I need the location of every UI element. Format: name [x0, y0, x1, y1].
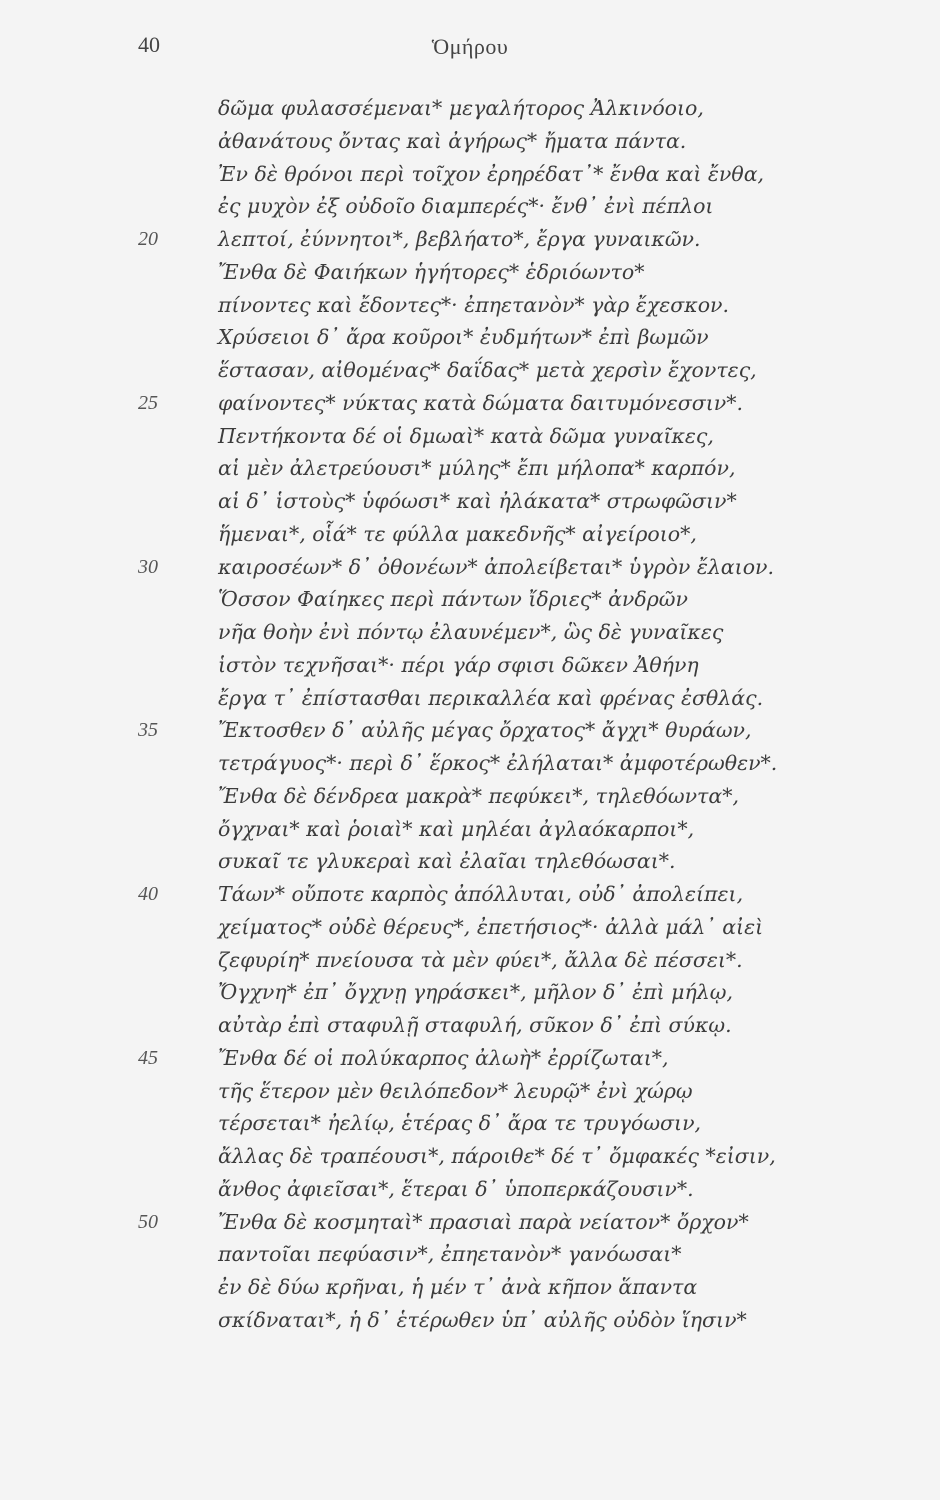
verse-line	[218, 1107, 858, 1140]
running-head: Ὁμήρου	[431, 34, 509, 59]
verse-line	[218, 1271, 858, 1304]
verse-line	[218, 1140, 858, 1173]
verse-line	[138, 1206, 858, 1239]
verse-text: Ἔνθα δέ οἱ πολύκαρπος ἀλωὴ* ἐρρίζωται*,	[218, 1045, 669, 1070]
line-number: 35	[138, 719, 158, 742]
verse-text: παντοῖαι πεφύασιν*, ἐπηετανὸν* γανόωσαι*	[218, 1242, 682, 1267]
verse-line	[218, 649, 858, 682]
verse-line	[218, 1009, 858, 1042]
verse-line	[218, 289, 858, 322]
verse-line	[218, 1304, 858, 1337]
verse-line	[218, 944, 858, 977]
verse-line	[218, 256, 858, 289]
verse-line	[218, 158, 858, 191]
verse-text: χείματος* οὐδὲ θέρευς*, ἐπετήσιος*· ἀλλὰ μάλ᾽ αἰεὶ	[218, 914, 764, 939]
line-number: 30	[138, 555, 158, 578]
verse-text: Ὅσσον Φαίηκες περὶ πάντων ἴδριες* ἀνδρῶν	[218, 587, 688, 612]
verse-text: Ἐν δὲ θρόνοι περὶ τοῖχον ἐρηρέδατ᾽* ἔνθα καὶ ἔνθα,	[218, 161, 765, 186]
page-number: 40	[138, 32, 160, 57]
verse-line	[138, 223, 858, 256]
verse-text: Ἔνθα δὲ κοσμηταὶ* πρασιαὶ παρὰ νείατον* ὄρχον*	[218, 1209, 749, 1234]
verse-line	[218, 845, 858, 878]
verse-text: πίνοντες καὶ ἔδοντες*· ἐπηετανὸν* γὰρ ἔχεσκον.	[218, 292, 730, 317]
line-number: 40	[138, 883, 158, 905]
verse-line	[218, 518, 858, 551]
verse-text: σκίδναται*, ἡ δ᾽ ἑτέρωθεν ὑπ᾽ αὐλῆς οὐδὸν ἵησιν*	[218, 1307, 747, 1332]
line-number: 25	[138, 391, 158, 414]
verse-text: ἱστὸν τεχνῆσαι*· πέρι γάρ σφισι δῶκεν Ἀθήνη	[218, 652, 699, 677]
verse-text: ἄλλας δὲ τραπέουσι*, πάροιθε* δέ τ᾽ ὄμφακές *εἰσιν,	[218, 1144, 776, 1168]
verse-line	[218, 125, 858, 158]
verse-line	[218, 682, 858, 715]
verse-line	[218, 813, 858, 846]
verse-text: Ὄγχνη* ἐπ᾽ ὄγχνῃ γηράσκει*, μῆλον δ᾽ ἐπὶ μήλῳ,	[218, 980, 733, 1005]
verse-line	[218, 190, 858, 223]
verse-text: ἀθανάτους ὄντας καὶ ἀγήρως* ἤματα πάντα.	[218, 128, 687, 153]
verse-text: Χρύσειοι δ᾽ ἄρα κοῦροι* ἐυδμήτων* ἐπὶ βωμῶν	[218, 325, 709, 350]
verse-line	[218, 780, 858, 813]
verse-text: Ἔνθα δὲ δένδρεα μακρὰ* πεφύκει*, τηλεθόωντα*,	[218, 783, 740, 808]
verse-line	[218, 452, 858, 485]
verse-text: δῶμα φυλασσέμεναι* μεγαλήτορος Ἀλκινόοιο,	[218, 96, 704, 120]
verse-line	[218, 1173, 858, 1206]
verse-text: ἕστασαν, αἰθομένας* δαΐδας* μετὰ χερσὶν ἔχοντες,	[218, 358, 757, 382]
verse-line	[218, 420, 858, 453]
verse-line	[138, 878, 858, 911]
verse-text: ζεφυρίη* πνείουσα τὰ μὲν φύει*, ἄλλα δὲ πέσσει*.	[218, 947, 743, 972]
verse-text: Τάων* οὔποτε καρπὸς ἀπόλλυται, οὐδ᾽ ἀπολείπει,	[218, 882, 744, 906]
line-number: 45	[138, 1046, 158, 1069]
verse-text: καιροσέων* δ᾽ ὀθονέων* ἀπολείβεται* ὑγρὸν ἔλαιον.	[218, 554, 775, 579]
verse-line	[218, 911, 858, 944]
line-number: 20	[138, 228, 158, 250]
verse-text: Πεντήκοντα δέ οἱ δμωαὶ* κατὰ δῶμα γυναῖκες,	[218, 423, 714, 448]
verse-text: τετράγυος*· περὶ δ᾽ ἕρκος* ἐλήλαται* ἀμφοτέρωθεν*.	[218, 751, 778, 775]
line-number: 50	[138, 1210, 158, 1233]
verse-text: Ἔνθα δὲ Φαιήκων ἡγήτορες* ἑδριόωντο*	[218, 259, 645, 284]
verse-line	[218, 583, 858, 616]
verse-text: ἐν δὲ δύω κρῆναι, ἡ μέν τ᾽ ἀνὰ κῆπον ἅπαντα	[218, 1275, 698, 1299]
verse-line	[218, 92, 858, 125]
verse-text: ἄνθος ἀφιεῖσαι*, ἕτεραι δ᾽ ὑποπερκάζουσιν*.	[218, 1176, 694, 1201]
verse-text: αἱ μὲν ἀλετρεύουσι* μύλης* ἔπι μήλοπα* καρπόν,	[218, 456, 736, 481]
verse-text: ἥμεναι*, οἷά* τε φύλλα μακεδνῆς* αἰγείροιο*,	[218, 521, 697, 546]
verse-text: συκαῖ τε γλυκεραὶ καὶ ἐλαῖαι τηλεθόωσαι*.	[218, 849, 676, 874]
verse-line	[218, 747, 858, 780]
verse-text: ἔργα τ᾽ ἐπίστασθαι περικαλλέα καὶ φρένας ἐσθλάς.	[218, 685, 764, 710]
verse-text: νῆα θοὴν ἐνὶ πόντῳ ἐλαυνέμεν*, ὣς δὲ γυναῖκες	[218, 620, 724, 644]
verse-line	[218, 976, 858, 1009]
verse-line	[138, 551, 858, 584]
verse-text: φαίνοντες* νύκτας κατὰ δώματα δαιτυμόνεσσιν*.	[218, 390, 743, 415]
verse-line	[138, 714, 858, 747]
verse-text: Ἔκτοσθεν δ᾽ αὐλῆς μέγας ὄρχατος* ἄγχι* θυράων,	[218, 718, 752, 743]
verse-text: αὐτὰρ ἐπὶ σταφυλῇ σταφυλή, σῦκον δ᾽ ἐπὶ σύκῳ.	[218, 1013, 732, 1037]
verse-text: λεπτοί, ἐύννητοι*, βεβλήατο*, ἔργα γυναικῶν.	[218, 227, 701, 251]
verse-line	[218, 1238, 858, 1271]
verse-line	[218, 321, 858, 354]
verse-line	[218, 485, 858, 518]
verse-text: τέρσεται* ἠελίῳ, ἑτέρας δ᾽ ἄρα τε τρυγόωσιν,	[218, 1111, 702, 1136]
verse-line	[218, 616, 858, 649]
verse-text: τῆς ἕτερον μὲν θειλόπεδον* λευρῷ* ἐνὶ χώρῳ	[218, 1078, 693, 1103]
verse-line	[138, 1042, 858, 1075]
verse-text: ὄγχναι* καὶ ῥοιαὶ* καὶ μηλέαι ἀγλαόκαρποι*,	[218, 816, 695, 841]
verse-block	[138, 92, 858, 1337]
verse-line	[138, 387, 858, 420]
verse-text: αἱ δ᾽ ἱστοὺς* ὑφόωσι* καὶ ἠλάκατα* στρωφῶσιν*	[218, 489, 737, 513]
verse-text: ἐς μυχὸν ἐξ οὐδοῖο διαμπερές*· ἔνθ᾽ ἐνὶ πέπλοι	[218, 194, 714, 219]
verse-line	[218, 354, 858, 387]
verse-line	[218, 1075, 858, 1108]
